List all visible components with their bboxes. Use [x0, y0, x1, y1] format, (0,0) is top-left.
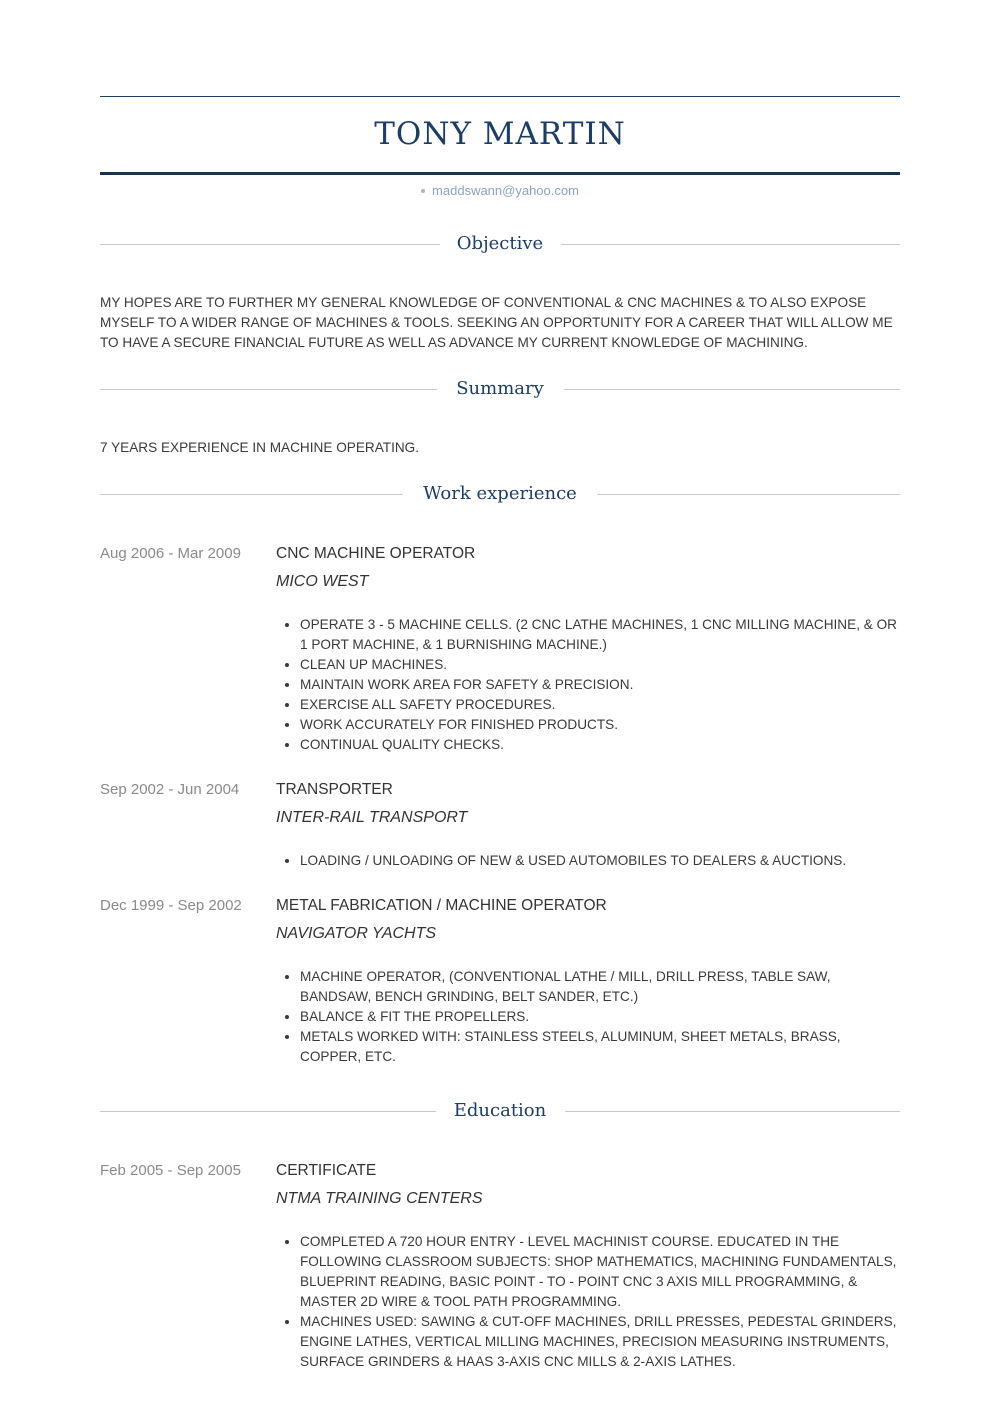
entry-bullets	[276, 967, 900, 1067]
entry-organization: NTMA TRAINING CENTERS	[276, 1190, 483, 1207]
entry-role: CERTIFICATE	[276, 1162, 377, 1179]
summary-title: Summary	[456, 378, 544, 399]
header-bottom-rule	[100, 172, 900, 175]
entry-role: METAL FABRICATION / MACHINE OPERATOR	[276, 897, 607, 914]
list-item: • OPERATE 3 - 5 MACHINE CELLS. (2 CNC LATHE MACHINES, 1 CNC MILLING MACHINE, & OR 1 PORT MACHINE, & 1 BURNISHING MACHINE.)	[300, 615, 900, 655]
list-item: • MAINTAIN WORK AREA FOR SAFETY & PRECISION.	[300, 675, 900, 695]
list-item: • LOADING / UNLOADING OF NEW & USED AUTOMOBILES TO DEALERS & AUCTIONS.	[300, 851, 900, 871]
entry-date: Feb 2005 - Sep 2005	[100, 1162, 241, 1179]
entry-role: CNC MACHINE OPERATOR	[276, 545, 476, 562]
contact-line	[100, 182, 900, 200]
entry-organization: NAVIGATOR YACHTS	[276, 925, 437, 942]
list-item: • MACHINES USED: SAWING & CUT-OFF MACHINES, DRILL PRESSES, PEDESTAL GRINDERS, ENGINE LATHES, VERTICAL MILLING MACHINES, PRECISION MEASURING INSTRUMENTS, SURFACE GRINDERS & HAAS 3-AXIS CNC MILLS & 2-AXIS LATHES.	[300, 1312, 900, 1372]
entry-organization: INTER-RAIL TRANSPORT	[276, 809, 468, 826]
entry-date: Aug 2006 - Mar 2009	[100, 545, 241, 562]
list-item: • METALS WORKED WITH: STAINLESS STEELS, ALUMINUM, SHEET METALS, BRASS, COPPER, ETC.	[300, 1027, 900, 1067]
entry-bullets	[276, 1232, 900, 1372]
entry-date: Dec 1999 - Sep 2002	[100, 897, 242, 914]
work-heading	[100, 480, 900, 510]
bullet-dot-icon	[421, 189, 425, 193]
entry-organization: MICO WEST	[276, 573, 369, 590]
summary-text: 7 YEARS EXPERIENCE IN MACHINE OPERATING.	[100, 440, 420, 455]
candidate-name: TONY MARTIN	[374, 116, 626, 152]
email-link[interactable]: maddswann@yahoo.com	[432, 183, 579, 198]
list-item: • MACHINE OPERATOR, (CONVENTIONAL LATHE / MILL, DRILL PRESS, TABLE SAW, BANDSAW, BENCH GRINDING, BELT SANDER, ETC.)	[300, 967, 900, 1007]
list-item: • WORK ACCURATELY FOR FINISHED PRODUCTS.	[300, 715, 900, 735]
summary-heading	[100, 375, 900, 405]
objective-text: MY HOPES ARE TO FURTHER MY GENERAL KNOWLEDGE OF CONVENTIONAL & CNC MACHINES & TO ALSO EXPOSE MYSELF TO A WIDER RANGE OF MACHINES & TOOLS. SEEKING AN OPPORTUNITY FOR A CAREER THAT WILL ALLOW ME TO HAVE A SECURE FINANCIAL FUTURE AS WELL AS ADVANCE MY CURRENT KNOWLEDGE OF MACHINING.	[100, 295, 893, 350]
header-top-rule	[100, 96, 900, 97]
list-item: • CLEAN UP MACHINES.	[300, 655, 900, 675]
education-title: Education	[453, 1100, 547, 1121]
entry-bullets	[276, 851, 900, 871]
list-item: • CONTINUAL QUALITY CHECKS.	[300, 735, 900, 755]
list-item: • BALANCE & FIT THE PROPELLERS.	[300, 1007, 900, 1027]
work-title: Work experience	[423, 483, 577, 504]
objective-heading	[100, 230, 900, 260]
list-item: • COMPLETED A 720 HOUR ENTRY - LEVEL MACHINIST COURSE. EDUCATED IN THE FOLLOWING CLASSROOM SUBJECTS: SHOP MATHEMATICS, MACHINING FUNDAMENTALS, BLUEPRINT READING, BASIC POINT - TO - POINT CNC 3 AXIS MILL PROGRAMMING, & MASTER 2D WIRE & TOOL PATH PROGRAMMING.	[300, 1232, 900, 1312]
entry-bullets	[276, 615, 900, 755]
list-item: • EXERCISE ALL SAFETY PROCEDURES.	[300, 695, 900, 715]
entry-role: TRANSPORTER	[276, 781, 393, 798]
objective-title: Objective	[456, 233, 544, 254]
entry-date: Sep 2002 - Jun 2004	[100, 781, 240, 798]
education-heading	[100, 1097, 900, 1127]
